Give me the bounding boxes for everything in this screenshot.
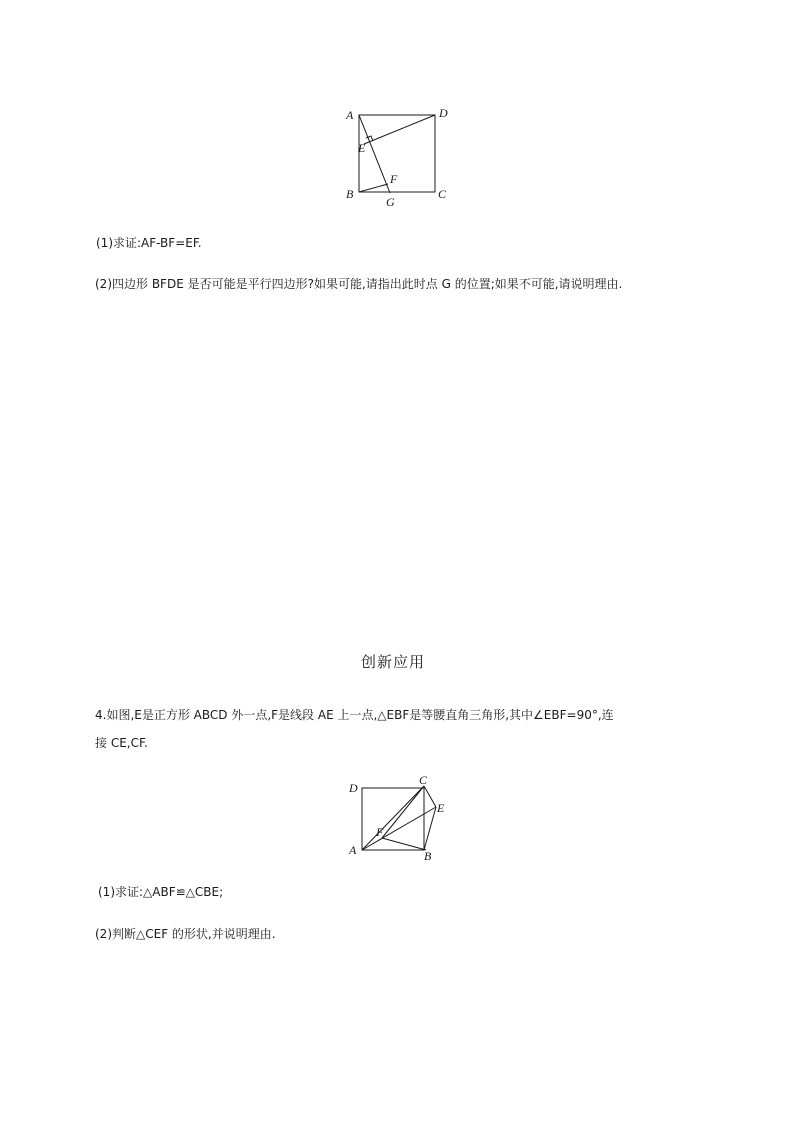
q3-part2: (2)四边形 BFDE 是否可能是平行四边形?如果可能,请指出此时点 G 的位置;如果不可能,请说明理由. bbox=[95, 277, 623, 291]
section-title: 创新应用 bbox=[361, 653, 426, 671]
label-b: B bbox=[424, 849, 432, 863]
segment-bf bbox=[359, 184, 388, 192]
q3-part1: (1)求证:AF-BF=EF. bbox=[96, 236, 202, 250]
segment-ae bbox=[362, 807, 436, 850]
label-d: D bbox=[349, 781, 358, 795]
figure-1-square-diagram bbox=[340, 100, 460, 210]
label-e: E bbox=[437, 801, 445, 815]
figure-2-square-diagram bbox=[344, 770, 454, 865]
label-b: B bbox=[346, 187, 354, 201]
q4-part1: (1)求证:△ABF≌△CBE; bbox=[98, 885, 224, 899]
segment-fb bbox=[382, 838, 426, 850]
q4-part2: (2)判断△CEF 的形状,并说明理由. bbox=[95, 927, 276, 941]
label-f: F bbox=[390, 172, 398, 186]
q4-stem-line2: 接 CE,CF. bbox=[95, 736, 148, 750]
label-g: G bbox=[386, 195, 395, 209]
label-c: C bbox=[438, 187, 447, 201]
label-f: F bbox=[376, 825, 384, 839]
label-e: E bbox=[358, 141, 366, 155]
segment-ad-to-e bbox=[364, 115, 435, 144]
label-a: A bbox=[349, 843, 357, 857]
segment-af-to-c bbox=[362, 786, 424, 850]
segment-fc bbox=[382, 786, 424, 838]
label-d: D bbox=[439, 106, 448, 120]
label-c: C bbox=[419, 773, 428, 787]
label-a: A bbox=[346, 108, 354, 122]
q4-stem-line1: 4.如图,E是正方形 ABCD 外一点,F是线段 AE 上一点,△EBF是等腰直角三角形,其中∠EBF=90°,连 bbox=[95, 708, 614, 722]
segment-ce bbox=[424, 786, 436, 807]
